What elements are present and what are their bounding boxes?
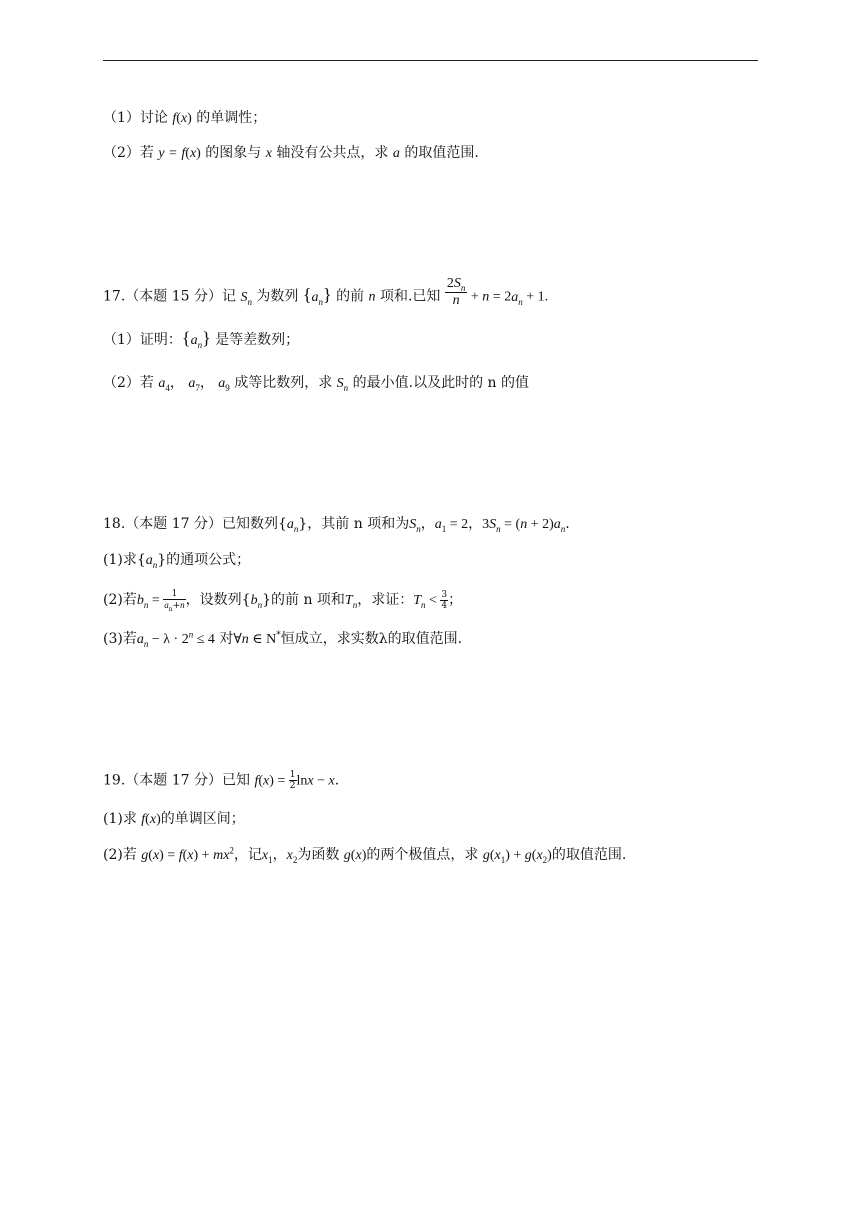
q16-part1: （1）讨论 f(x) 的单调性； bbox=[103, 110, 267, 126]
q18-part2: (2)若$b_n$ = $\frac{1}{a_n+n}$ ，设数列$\{b_n\}$的前 n 项和$T_n$，求证：$T_n$ < $\frac{3}{4}$ ； bbox=[103, 589, 463, 613]
q16-part2: （2）若 y = f(x) 的图象与 x 轴没有公共点，求 a 的取值范围. bbox=[103, 145, 479, 161]
q18-stem: 18.（本题 17 分）已知数列$\{a_n\}$，其前 n 项和为$S_n$，$a_1 = 2$，$3S_n = (n + 2)a_n$. bbox=[103, 516, 570, 534]
q19-part2: (2)若 $g(x) = f(x) + mx^2$，记$x_1$，$x_2$为函数 g(x)的两个极值点，求 $g(x_1) + g(x_2)$的取值范围. bbox=[103, 845, 627, 865]
q17-part1: （1）证明：$\{a_n\}$ 是等差数列； bbox=[103, 328, 300, 350]
q19-stem: 19.（本题 17 分）已知 f(x) = $\frac{1}{2}$ lnx − x. bbox=[103, 770, 340, 791]
q17-stem: 17.（本题 15 分）记 $S_n$ 为数列 $\{a_n\}$ 的前 n 项和.已知 $\frac{2S_n}{n}$ + $n = 2a_n + 1$. bbox=[103, 276, 549, 308]
q18-part3: (3)若$a_n - \lambda \cdot 2^n \le 4$ 对∀n ∈ N*恒成立，求实数λ的取值范围. bbox=[103, 629, 463, 649]
header-rule bbox=[103, 60, 758, 61]
q18-part1: (1)求$\{a_n\}$的通项公式； bbox=[103, 552, 251, 570]
q17-part2: （2）若 $a_4$， $a_7$， $a_9$ 成等比数列，求 $S_n$ 的最小值.以及此时的 n 的值 bbox=[103, 375, 529, 393]
q19-part1: (1)求 f(x)的单调区间； bbox=[103, 811, 245, 827]
